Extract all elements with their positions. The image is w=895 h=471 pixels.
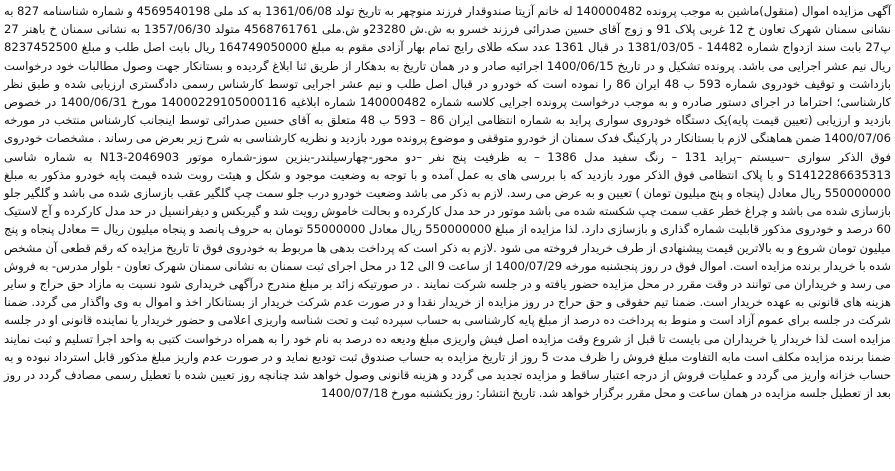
- auction-notice-text: آگهی مزایده اموال (منقول)ماشین به موجب پرونده 140000482 له خانم آزیتا صندوقدار فرزند منوچهر به تاریخ تولد 1361/06/08 به کد ملی 4569540198 و شماره شناسنامه 827 به نشانی سمنان شهرک تعاون خ 12 غربی پلاک 91 و زوج آقای حسین صدرائی فرزند خسرو به ش.ش 23280و ش.ملی 4568761761 متولد 1357/06/30 به نشانی سمنان خ باهنر 27 پ27 بابت سند ازدواج شماره 14482 - 1381/03/05 در قبال 1361 عدد سکه طلای رایج تمام بهار آزادی مقوم به مبلغ 164749050000 ریال بابت اصل طلب و مبلغ 8237452500 ریال نیم عشر اجرایی می باشد. پرونده تشکیل و در تاریخ 1400/06/15 اجرائیه صادر و در همان تاریخ به بدهکار از طریق ثنا ابلاغ گردیده و بستانکار جهت وصول مطالبات خود درخواست بازداشت و توقیف خودروی شماره 593 ب 48 ایران 86 را نموده است که خودرو در قبال اصل طلب و نیم عشر اجرایی توسط کارشناس رسمی دادگستری ارزیابی شده و طبق نظر کارشناسی؛ احتراما در اجرای دستور صادره و به موجب درخواست پرونده اجرایی کلاسه شماره 140000482 شماره ابلاغیه 14000229105000116 مورخ 1400/06/31 در خصوص بازدید و ارزیابی (تعیین قیمت پایه)یک دستگاه خودروی سواری پراید به شماره انتظامی ایران 86 – 593 ب 48 متعلق به آقای حسین صدرائی توسط اینجانب کارشناس منتخب در مورخه 1400/07/06 ضمن هماهنگی لازم با بستانکار در پارکینگ فدک سمنان از خودرو متوقفی و موضوع پرونده مورد بازدید و نظریه کارشناسی به شرح زیر بعرض می رساند . مشخصات خودروی فوق الذکر سواری –سیستم –پراید 131 – رنگ سفید مدل 1386 – به ظرفیت پنج نفر –دو محور-چهارسیلندر-بنزین سوز-شماره موتور N13-2046903 به شماره شاسی S1412286635313 و با پلاک انتظامی فوق الذکر مورد بازدید که با بررسی های به عمل آمده و با توجه به وضعیت موجود و شکل و هیئت روبت شده قیمت پایه خودرو مذکور به مبلغ 550000000 ریال معادل (پنجاه و پنج میلیون تومان ) تعیین و به عرض می رسد. لازم به ذکر می باشد وضعیت خودرو درب جلو سمت چپ گلگیر عقب بازسازی شده می باشد و گلگیر جلو بازسازی شده می باشد و چراغ خطر عقب سمت چپ شکسته شده می باشد موتور در حد مدل کارکرده و بحالت خاموش رویت شد و گیربکس و دیفرانسیل در حد مدل کارکرده و آج لاستیک 60 درصد و خودروی مذکور قابلیت شماره گذاری و بازسازی دارد. لذا مزایده از مبلغ 550000000 ریال معادل 55000000 تومان به حروف پانصد و پنجاه میلیون ریال = معادل پنجاه و پنج میلیون تومان شروع و به بالاترین قیمت پیشنهادی از طرف خریدار فروخته می شود .لازم به ذکر است که پرداخت بدهی ها مربوط به خودروی فوق تا تاریخ مزایده که رقم قطعی آن مشخص شده با خریدار برنده مزایده است. اموال فوق در روز پنجشنبه مورخه 1400/07/29 از ساعت 9 الی 12 در محل اجرای ثبت سمنان به نشانی سمنان شهرک تعاون - بلوار مدرس- به فروش می رسد و خریداران می توانند در وقت مقرر در محل مزایده حضور یافته و در جلسه شرکت نمایند . در صورتیکه زائد بر مبلغ مندرج درآگهی خریداری شود نسبت به مازاد حق حراج و سایر هزینه های قانونی به عهده خریدار است. ضمنا تیم حقوقی و حق حراج در روز مزایده از خریدار نقدا و در صورت عدم شرکت خریدار از بستانکار اخذ و اموال به وی واگذار می گردد. ضمنا شرکت در جلسه برای عموم آزاد است و منوط به پرداخت ده درصد از مبلغ پایه کارشناسی به حساب سپرده ثبت و تحت شناسه واریزی اعلامی و حضور خریدار یا نماینده قانونی او در جلسه مزایده است لذا خریدار یا خریداران می بایست تا قبل از شروع وقت مزایده اصل فیش واریزی مبلغ ودیعه ده درصد به نام خود را به همراه درخواست کتبی به واحد اجرا تسلیم و ثبت نمایند ضمنا برنده مزایده مکلف است مابه التفاوت مبلغ فروش را ظرف مدت 5 روز از تاریخ مزایده به حساب صندوق ثبت تودیع نماید و در صورت عدم واریز مبلغ مذکور قابل استرداد نبوده و به حساب خزانه واریز می گردد و عملیات فروش از درجه اعتبار ساقط و مزایده تجدید می گردد و هزینه قانونی وصول خواهد شد چنانچه روز تعیین شده با تعطیل رسمی مصادف گردد در روز بعد از تعطیل جلسه مزایده در همان ساعت و محل مقرر برگزار خواهد شد. تاریخ انتشار: روز یکشنبه مورخ 1400/07/18: [4, 4, 892, 401]
